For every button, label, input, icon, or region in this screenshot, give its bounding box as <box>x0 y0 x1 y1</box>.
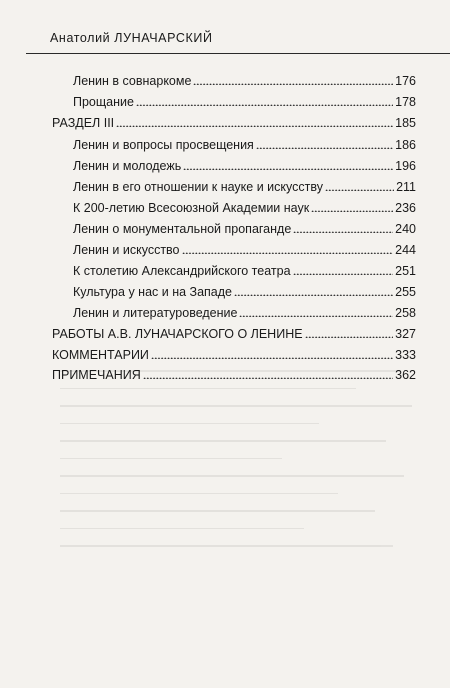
toc-entry <box>52 367 416 383</box>
toc-dot-leader <box>293 265 394 275</box>
toc-entry-title: Ленин и искусство <box>73 243 180 257</box>
running-head: Анатолий ЛУНАЧАРСКИЙ <box>50 31 213 45</box>
toc-entry-title: РАЗДЕЛ III <box>52 116 115 130</box>
toc-dot-leader <box>136 96 393 106</box>
toc-dot-leader <box>293 223 393 233</box>
toc-entry-page: 236 <box>395 201 416 215</box>
toc-entry-page: 251 <box>395 264 416 278</box>
toc-dot-leader <box>325 181 394 191</box>
toc-entry <box>52 326 416 342</box>
toc-entry <box>73 242 416 258</box>
toc-dot-leader <box>183 160 393 170</box>
toc-dot-leader <box>311 202 393 212</box>
toc-entry-title: РАБОТЫ А.В. ЛУНАЧАРСКОГО О ЛЕНИНЕ <box>52 327 303 341</box>
toc-entry <box>52 347 416 363</box>
toc-entry <box>73 137 416 153</box>
toc-entry-title: Ленин о монументальной пропаганде <box>73 222 292 236</box>
toc-entry-page: 186 <box>395 138 416 152</box>
reverse-side-bleed-through <box>60 370 430 620</box>
toc-entry-page: 362 <box>395 368 416 382</box>
toc-entry-page: 327 <box>395 327 416 341</box>
toc-entry-page: 333 <box>395 348 416 362</box>
toc-entry-page: 178 <box>395 95 416 109</box>
toc-entry-page: 258 <box>395 306 416 320</box>
toc-entry-title: К 200-летию Всесоюзной Академии наук <box>73 201 310 215</box>
toc-entry <box>73 263 416 279</box>
toc-dot-leader <box>182 244 394 254</box>
toc-entry <box>73 200 416 216</box>
toc-entry-title: Ленин и литературоведение <box>73 306 238 320</box>
toc-entry-title: ПРИМЕЧАНИЯ <box>52 368 141 382</box>
toc-dot-leader <box>151 349 393 359</box>
toc-entry <box>73 284 416 300</box>
header-rule <box>26 53 450 54</box>
toc-entry-title: КОММЕНТАРИИ <box>52 348 149 362</box>
toc-dot-leader <box>234 286 393 296</box>
toc-dot-leader <box>193 75 393 85</box>
toc-entry-title: Культура у нас и на Западе <box>73 285 232 299</box>
toc-entry-page: 255 <box>395 285 416 299</box>
toc-entry <box>52 115 416 131</box>
toc-dot-leader <box>143 369 393 379</box>
toc-entry <box>73 221 416 237</box>
toc-dot-leader <box>256 139 393 149</box>
toc-entry-title: Ленин в его отношении к науке и искусству <box>73 180 323 194</box>
toc-entry-title: Прощание <box>73 95 134 109</box>
toc-entry-page: 211 <box>396 180 416 194</box>
toc-entry-page: 240 <box>395 222 416 236</box>
toc-entry-page: 196 <box>395 159 416 173</box>
toc-dot-leader <box>116 117 393 127</box>
toc-entry-title: Ленин и вопросы просвещения <box>73 138 254 152</box>
toc-entry <box>73 94 416 110</box>
toc-dot-leader <box>305 328 394 338</box>
toc-entry <box>73 158 416 174</box>
toc-entry-title: К столетию Александрийского театра <box>73 264 291 278</box>
toc-entry <box>73 305 416 321</box>
toc-entry <box>73 73 416 89</box>
toc-entry-page: 176 <box>395 74 416 88</box>
toc-dot-leader <box>239 307 393 317</box>
toc-entry-page: 185 <box>395 116 416 130</box>
toc-entry-title: Ленин в совнаркоме <box>73 74 192 88</box>
toc-entry <box>73 179 416 195</box>
toc-entry-title: Ленин и молодежь <box>73 159 182 173</box>
toc-entry-page: 244 <box>395 243 416 257</box>
